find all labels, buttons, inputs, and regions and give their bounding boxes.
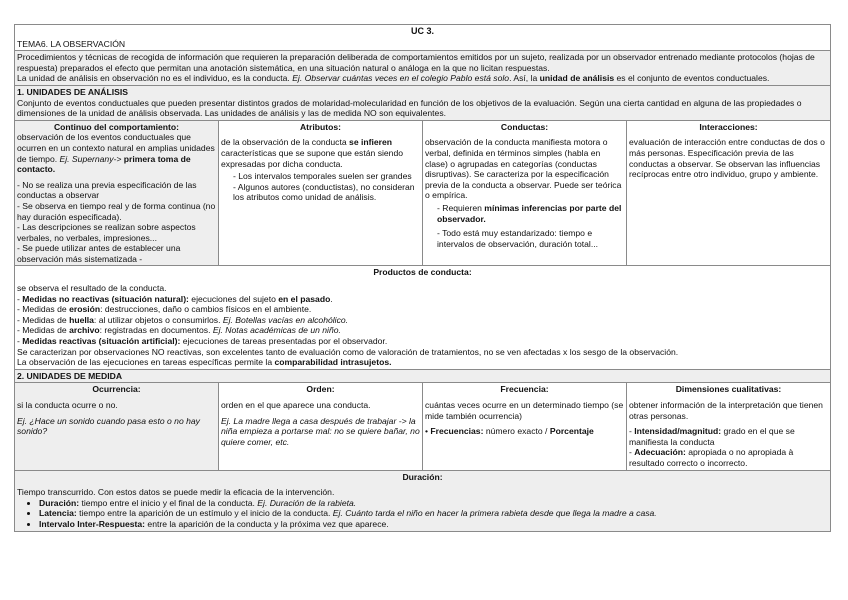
frecuencia-cell bbox=[423, 383, 627, 470]
analysis-description: Conjunto de eventos conductuales que pueden presentar distintos grados de molaridad-molecularidad en función de los objetivos de la evaluación. Según una cierta cantidad en alguna de las propiedades o dimensiones de la unidad de análisis observada. Las unidades de análisis y las de medida NO son equivalentes. bbox=[17, 97, 802, 119]
duracion-item: • Duración: tiempo entre el inicio y el final de la conducta. Ej. Duración de la rabieta. bbox=[39, 498, 828, 509]
orden-definition: orden en el que aparece una conducta. bbox=[221, 400, 371, 410]
frecuencia-definition: cuántas veces ocurre en un determinado tiempo (se mide también ocurrencia) bbox=[425, 400, 624, 421]
continuo-item: - Las descripciones se realizan sobre aspectos verbales, no verbales, impresiones... bbox=[17, 222, 196, 243]
frecuencia-title: Frecuencia: bbox=[500, 384, 549, 395]
atributos-list bbox=[221, 171, 420, 203]
conductas-title: Conductas: bbox=[500, 121, 549, 132]
continuo-item: - Se observa en tiempo real y de forma continua (no hay duración especificada). bbox=[17, 200, 216, 222]
atributos-title: Atributos: bbox=[299, 121, 342, 132]
analysis-units-section bbox=[15, 85, 831, 120]
atributos-definition: de la observación de la conducta se infieren características que se supone que están siendo expresadas por dicha conducta. bbox=[221, 137, 404, 169]
dimensiones-item: - Intensidad/magnitud: grado en el que se manifiesta la conducta bbox=[629, 426, 795, 447]
unit-title: UC 3. bbox=[15, 25, 831, 38]
orden-cell bbox=[219, 383, 423, 470]
productos-section bbox=[15, 266, 831, 369]
document-page bbox=[14, 24, 830, 532]
duracion-title: Duración: bbox=[402, 471, 443, 482]
atributos-item: - Algunos autores (conductistas), no consideran los atributos como unidad de análisis. bbox=[233, 181, 415, 203]
interacciones-definition: evaluación de interacción entre conductas de dos o más personas. Especificación previa de las conductas a observar. Se observan las influencias recíprocas entre otro individuo, grupo y ambiente. bbox=[629, 137, 825, 180]
continuo-item: - No se realiza una previa especificación de las conductas a observar bbox=[17, 179, 197, 201]
atributos-item: - Los intervalos temporales suelen ser grandes bbox=[233, 171, 412, 182]
productos-intro: se observa el resultado de la conducta. bbox=[17, 283, 167, 294]
intervalo-item: • Intervalo Inter-Respuesta: entre la aparición de la conducta y la próxima vez que aparece. bbox=[39, 519, 828, 530]
continuo-title: Continuo del comportamiento: bbox=[53, 121, 180, 132]
productos-line: - Medidas no reactivas (situación natural): ejecuciones del sujeto en el pasado. bbox=[17, 293, 333, 304]
measure-heading: 2. UNIDADES DE MEDIDA bbox=[15, 369, 831, 383]
productos-line: Se caracterizan por observaciones NO reactivas, son excelentes tanto de evaluación como de valoración de tratamientos, no se ven afectadas x los sesgo de la observación. bbox=[17, 346, 679, 357]
productos-line: La observación de las ejecuciones en tareas específicas permite la comparabilidad intrasujetos. bbox=[17, 357, 392, 368]
conductas-item: - Requieren mínimas inferencias por parte del observador. bbox=[437, 202, 622, 224]
productos-line: - Medidas de huella: al utilizar objetos o consumirlos. Ej. Botellas vacías en alcohólico. bbox=[17, 314, 349, 325]
analysis-heading: 1. UNIDADES DE ANÁLISIS bbox=[17, 86, 128, 97]
conductas-list bbox=[425, 203, 624, 249]
conductas-definition: observación de la conducta manifiesta motora o verbal, definida en términos simples (habla en clase) o agrupadas en categorías (conductas disruptivas). Se caracteriza por la especificación previa de la conducta a observar. Puede ser teórica o empírica. bbox=[425, 137, 622, 201]
atributos-cell bbox=[219, 120, 423, 266]
conductas-item: - Todo está muy estandarizado: tiempo e intervalos de observación, duración total... bbox=[437, 228, 598, 249]
continuo-item: - Se puede utilizar antes de establecer una observación más sistematizada - bbox=[17, 243, 181, 264]
ocurrencia-example: Ej. ¿Hace un sonido cuando pasa esto o no hay sonido? bbox=[17, 415, 200, 437]
productos-line: - Medidas reactivas (situación artificial): ejecuciones de tareas presentadas por el observador. bbox=[17, 336, 388, 347]
conductas-cell bbox=[423, 120, 627, 266]
interacciones-cell bbox=[627, 120, 831, 266]
duracion-list bbox=[17, 498, 828, 530]
dimensiones-cell bbox=[627, 383, 831, 470]
duracion-intro: Tiempo transcurrido. Con estos datos se puede medir la eficacia de la intervención. bbox=[17, 487, 335, 498]
continuo-definition: observación de los eventos conductuales que ocurren en un contexto natural en amplias unidades de tiempo. Ej. Supernany-> primera toma de contacto. bbox=[17, 132, 215, 175]
dimensiones-item: - Adecuación: apropiada o no apropiada à resultado correcto o incorrecto. bbox=[629, 447, 794, 468]
continuo-cell bbox=[15, 120, 219, 266]
topic-title: TEMA6. LA OBSERVACIÓN bbox=[15, 38, 831, 51]
productos-title: Productos de conducta: bbox=[373, 267, 472, 278]
latencia-item: • Latencia: tiempo entre la aparición de un estímulo y el inicio de la conducta. Ej. Cuánto tarda el niño en hacer la primera rabieta desde que llega la madre a casa. bbox=[39, 508, 828, 519]
dimensiones-definition: obtener información de la interpretación que tienen otras personas. bbox=[629, 400, 823, 421]
notes-table bbox=[14, 24, 831, 532]
orden-title: Orden: bbox=[306, 384, 335, 395]
ocurrencia-title: Ocurrencia: bbox=[92, 384, 141, 395]
orden-example: Ej. La madre llega a casa después de trabajar -> la niña empieza a portarse mal: no se quiere bañar, no quiere comer, etc. bbox=[221, 415, 420, 447]
interacciones-title: Interacciones: bbox=[699, 121, 758, 132]
intro-analysis-unit: La unidad de análisis en observación no es el individuo, es la conducta. Ej. Observar cuántas veces en el colegio Pablo está solo. Así, la unidad de análisis es el conjunto de eventos conductuales. bbox=[17, 73, 770, 84]
duracion-section bbox=[15, 470, 831, 531]
dimensiones-title: Dimensiones cualitativas: bbox=[675, 384, 782, 395]
ocurrencia-cell bbox=[15, 383, 219, 470]
intro-definition: Procedimientos y técnicas de recogida de información que requieren la preparación deliberada de comportamientos emitidos por un sujeto, realizada por un observador entrenado mediante protocolos (hojas de respuesta) preparados el efecto que permitan una anotación sistemática, en una situación natural o análoga en la que no licitan respuestas. bbox=[17, 52, 815, 73]
frecuencia-item: • Frecuencias: número exacto / Porcentaje bbox=[425, 426, 594, 437]
productos-line: - Medidas de archivo: registradas en documentos. Ej. Notas académicas de un niño. bbox=[17, 325, 341, 336]
intro-block bbox=[15, 51, 831, 86]
ocurrencia-definition: si la conducta ocurre o no. bbox=[17, 400, 118, 410]
productos-line: - Medidas de erosión: destrucciones, daño o cambios físicos en el ambiente. bbox=[17, 304, 312, 315]
